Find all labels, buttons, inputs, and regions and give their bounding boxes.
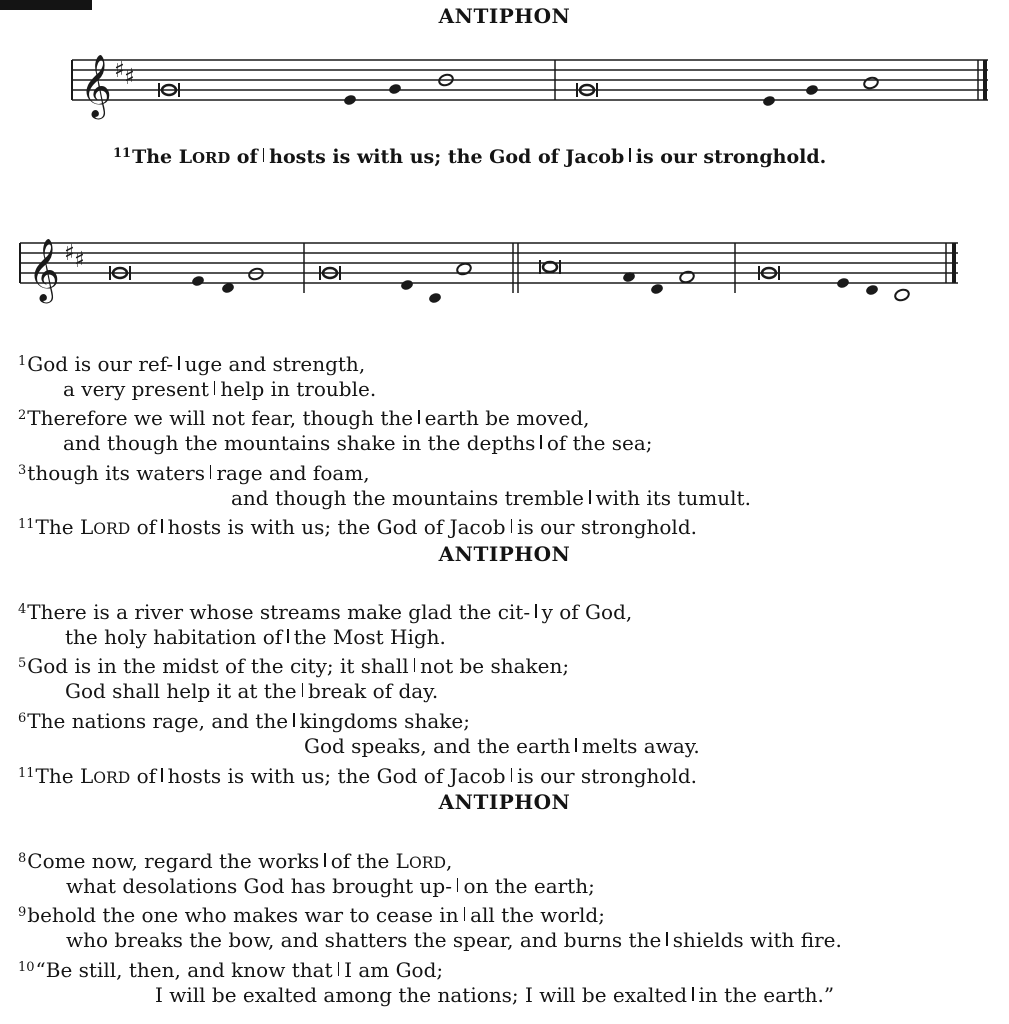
pointing-bar bbox=[414, 658, 416, 672]
sharp-icon: ♯ bbox=[124, 65, 135, 90]
quarter-note-icon bbox=[400, 279, 414, 292]
treble-clef-icon: 𝄞 bbox=[28, 238, 60, 301]
verse-6-line-a: $^6$The nations rage, and the kingdoms shake; bbox=[18, 709, 470, 733]
quarter-note-icon bbox=[836, 277, 850, 290]
pointing-bar bbox=[535, 604, 537, 618]
verse-6-line-b: God speaks, and the earth melts away. bbox=[304, 734, 700, 758]
sharp-icon: ♯ bbox=[114, 58, 125, 83]
verse-2-line-a: $^2$Therefore we will not fear, though the earth be moved, bbox=[18, 406, 590, 430]
antiphon-heading-second: ANTIPHON bbox=[438, 542, 571, 566]
pointing-bar bbox=[293, 713, 295, 727]
verse-4-line-a: $^4$There is a river whose streams make glad the cit- y of God, bbox=[18, 600, 633, 624]
refrain-line-1: $^{11}$The LORD of hosts is with us; the God of Jacob is our stronghold. bbox=[18, 515, 697, 539]
pointing-bar bbox=[575, 738, 577, 752]
verse-2-line-b: and though the mountains shake in the depths of the sea; bbox=[63, 431, 653, 455]
verse-3-line-b: and though the mountains tremble with its tumult. bbox=[231, 486, 751, 510]
pointing-bar bbox=[418, 410, 420, 424]
pointing-bar bbox=[161, 768, 163, 782]
pointing-bar bbox=[302, 683, 304, 697]
verse-8-line-b: what desolations God has brought up- on the earth; bbox=[66, 874, 595, 898]
verse-5-line-a: $^5$God is in the midst of the city; it shall not be shaken; bbox=[18, 654, 570, 678]
quarter-note-icon bbox=[865, 284, 879, 297]
pointing-bar bbox=[287, 629, 289, 643]
pointing-bar bbox=[464, 907, 466, 921]
verse-10-line-b: I will be exalted among the nations; I will be exalted in the earth.” bbox=[155, 983, 835, 1007]
sharp-icon: ♯ bbox=[74, 248, 85, 273]
verse-9-line-b: who breaks the bow, and shatters the spear, and burns the shields with fire. bbox=[66, 928, 842, 952]
antiphon-text: $^{11}$The LORD of hosts is with us; the God of Jacob is our stronghold. bbox=[113, 146, 827, 168]
breve-note-icon bbox=[540, 260, 560, 274]
pointing-bar bbox=[338, 962, 340, 976]
quarter-note-icon bbox=[428, 292, 442, 305]
pointing-bar bbox=[692, 987, 694, 1001]
music-staff-psalm-tone bbox=[0, 0, 1009, 330]
half-note-icon bbox=[248, 267, 265, 281]
treble-clef-icon: 𝄞 bbox=[80, 54, 112, 117]
verse-9-line-a: $^9$behold the one who makes war to cease in all the world; bbox=[18, 903, 605, 927]
half-note-icon bbox=[456, 262, 473, 276]
pointing-bar bbox=[589, 490, 591, 504]
verse-4-line-b: the holy habitation of the Most High. bbox=[65, 625, 446, 649]
half-note-icon bbox=[679, 270, 696, 284]
pointing-bar bbox=[324, 853, 326, 867]
sharp-icon: ♯ bbox=[64, 241, 75, 266]
verse-10-line-a: $^{10}$“Be still, then, and know that I am God; bbox=[18, 958, 444, 982]
antiphon-heading-third: ANTIPHON bbox=[438, 790, 571, 814]
pointing-bar bbox=[214, 381, 216, 395]
pointing-bar bbox=[511, 519, 513, 533]
antiphon-heading-top: ANTIPHON bbox=[438, 4, 571, 28]
verse-3-line-a: $^3$though its waters rage and foam, bbox=[18, 461, 370, 485]
quarter-note-icon bbox=[650, 283, 664, 296]
verse-5-line-b: God shall help it at the break of day. bbox=[65, 679, 439, 703]
pointing-bar bbox=[511, 768, 513, 782]
pointing-bar bbox=[666, 932, 668, 946]
verse-1-line-b: a very present help in trouble. bbox=[63, 377, 377, 401]
verse-8-line-a: $^8$Come now, regard the works of the LORD, bbox=[18, 849, 453, 873]
pointing-bar bbox=[210, 465, 212, 479]
half-note-icon bbox=[894, 288, 911, 302]
quarter-note-icon bbox=[191, 275, 205, 288]
pointing-bar bbox=[178, 356, 180, 370]
verse-1-line-a: $^1$God is our ref- uge and strength, bbox=[18, 352, 366, 376]
pointing-bar bbox=[161, 519, 163, 533]
refrain-line-2: $^{11}$The LORD of hosts is with us; the God of Jacob is our stronghold. bbox=[18, 764, 697, 788]
pointing-bar bbox=[457, 878, 459, 892]
pointing-bar bbox=[540, 435, 542, 449]
